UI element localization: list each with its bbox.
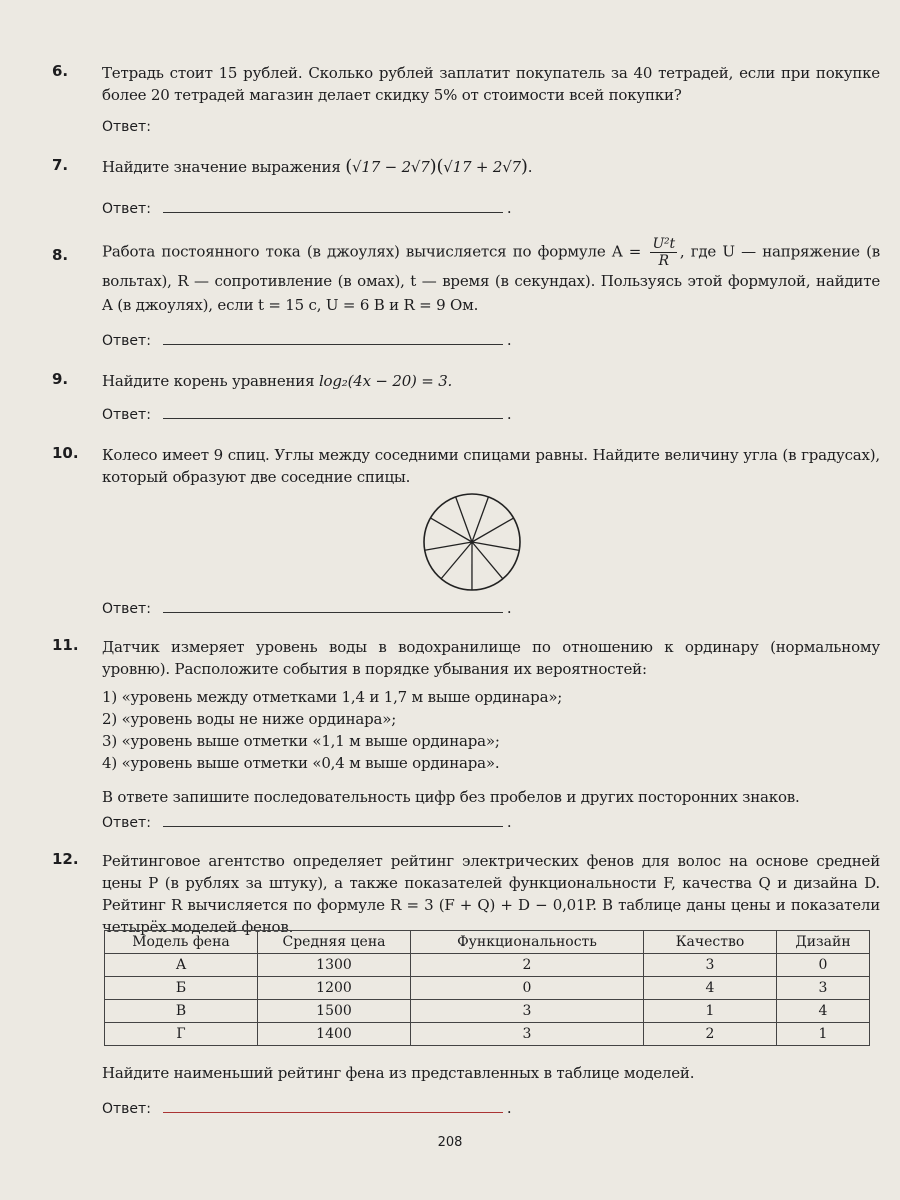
- wheel-spoke: [425, 542, 472, 550]
- table-cell: 4: [777, 1000, 870, 1023]
- table-cell: 3: [411, 1000, 644, 1023]
- task-text: Рейтинговое агентство определяет рейтинг электрических фенов для волос на основе средней цены P (в рублях за штуку), а также показателей функциональности F, качества Q и дизайна D. Рейтинг R вычисляется по формуле R = 3 (F + Q) + D − 0,01P. В таблице даны цены и показатели четырёх моделей фенов.: [102, 852, 880, 936]
- wheel-spoke: [472, 497, 488, 542]
- task-text: Датчик измеряет уровень воды в водохранилище по отношению к ординару (нормальному уровню). Расположите события в порядке убывания их вероятностей:: [102, 638, 880, 678]
- table-cell: 0: [411, 977, 644, 1000]
- task-number: 7.: [52, 156, 69, 174]
- answer-line[interactable]: [163, 812, 503, 827]
- textbook-page: 6. Тетрадь стоит 15 рублей. Сколько рублей заплатит покупатель за 40 тетрадей, если при покупке более 20 тетрадей магазин делает скидку 5% от стоимости всей покупки? Ответ: 7. Найдите значение выражения (√17 − 2√7)(√17 + 2√7). Ответ: . 8. Работа постоянного тока (в джоулях) вычисляется по формуле A = $\frac{\text{U²t}}{R}$ , где U — напряжение (в вольтах), R — сопротивление (в омах), t — время (в секундах). Пользуясь этой формулой, найдите A (в джоулях), если t = 15 с, U = 6 В и R = 9 Ом. Ответ: . 9. Найдите корень уравнения log₂(4x − 20) = 3. Ответ: . 10. Колесо имеет 9 спиц. Углы между соседними спицами равны. Найдите величину угла (в градусах), который образуют две соседние спицы. Ответ: . 11. Датчик измеряет уровень воды в водохранилище по отношению к ординару (нормальному уровню). Расположите события в порядке убывания их вероятностей: 1) «уровень между отметками 1,4 и 1,7 м выше ординара»; 2) «уровень воды не ниже ординара»; 3) «уровень выше отметки «1,1 м выше ординара»; 4) «уровень выше отметки «0,4 м выше ординара». В ответе запишите последовательность цифр без пробелов и других посторонних знаков. Ответ: . 12. Рейтинговое агентство определяет рейтинг электрических фенов для волос на основе средней цены P (в рублях за штуку), а также показателей функциональности F, качества Q и дизайна D. Рейтинг R вычисляется по формуле R = 3 (F + Q) + D − 0,01P. В таблице даны цены и показатели четырёх моделей фенов. Модель фена Средняя цена Функциональность Качество Дизайн А 1300 2 3 0 Б 1200 0 4 3 В 1500 3 1 4 Г 1400 3 2 1 Найдите наименьший рейтинг фена из представленных в таблице моделей. Ответ: . 208: [0, 0, 900, 1200]
- answer-label: Ответ:: [102, 119, 151, 135]
- wheel-spoke: [456, 497, 472, 542]
- answer-line[interactable]: [163, 404, 503, 419]
- equation: log₂(4x − 20) = 3.: [318, 372, 453, 390]
- table-cell: 2: [644, 1023, 777, 1046]
- answer-10: Ответ: .: [102, 599, 512, 617]
- table-cell: 3: [411, 1023, 644, 1046]
- table-row: [105, 1000, 870, 1023]
- table-cell: 1400: [258, 1023, 411, 1046]
- option-4: 4) «уровень выше отметки «0,4 м выше ординара».: [102, 754, 500, 772]
- answer-line[interactable]: [163, 598, 503, 613]
- answer-label: Ответ:: [102, 601, 151, 617]
- answer-label: Ответ:: [102, 333, 151, 349]
- wheel-spoke: [430, 518, 472, 542]
- task-number: 6.: [52, 62, 69, 80]
- task-text: Колесо имеет 9 спиц. Углы между соседними спицами равны. Найдите величину угла (в градусах), который образуют две соседние спицы.: [102, 446, 880, 486]
- table-cell: 3: [777, 977, 870, 1000]
- table-header: Дизайн: [777, 931, 870, 954]
- answer-11: Ответ: .: [102, 813, 512, 831]
- table-header-row: [105, 931, 870, 954]
- table-header: Функциональность: [411, 931, 644, 954]
- answer-label: Ответ:: [102, 407, 151, 423]
- table-cell: 1: [644, 1000, 777, 1023]
- task-number: 12.: [52, 850, 79, 868]
- table-cell: 0: [777, 954, 870, 977]
- task-text: Работа постоянного тока (в джоулях) вычисляется по формуле A =: [102, 242, 642, 261]
- answer-9: Ответ: .: [102, 405, 512, 423]
- table-cell: Г: [105, 1023, 258, 1046]
- table-row: [105, 1023, 870, 1046]
- task-number: 9.: [52, 370, 69, 388]
- wheel-spoke: [441, 542, 472, 579]
- answer-label: Ответ:: [102, 201, 151, 217]
- table-header: Средняя цена: [258, 931, 411, 954]
- answer-8: Ответ: .: [102, 331, 512, 349]
- option-2: 2) «уровень воды не ниже ординара»;: [102, 710, 397, 728]
- task-question: Найдите наименьший рейтинг фена из представленных в таблице моделей.: [102, 1064, 695, 1082]
- table-cell: 1500: [258, 1000, 411, 1023]
- option-1: 1) «уровень между отметками 1,4 и 1,7 м выше ординара»;: [102, 688, 563, 706]
- answer-label: Ответ:: [102, 815, 151, 831]
- table-cell: А: [105, 954, 258, 977]
- task-text: Найдите значение выражения: [102, 158, 341, 176]
- expression-factor-a: √17 − 2√7: [352, 158, 430, 176]
- answer-12: Ответ: .: [102, 1099, 512, 1117]
- wheel-spoke: [472, 542, 503, 579]
- answer-label: Ответ:: [102, 1101, 151, 1117]
- task-number: 10.: [52, 444, 79, 462]
- formula-fraction: $\frac{\text{U²t}}{R}$: [652, 236, 675, 269]
- task-number: 11.: [52, 636, 79, 654]
- wheel-spoke: [472, 542, 519, 550]
- table-header: Качество: [644, 931, 777, 954]
- hairdryer-models-table: [104, 930, 870, 1046]
- table-cell: 1300: [258, 954, 411, 977]
- table-row: [105, 977, 870, 1000]
- table-row: [105, 954, 870, 977]
- table-header: Модель фена: [105, 931, 258, 954]
- wheel-spoke: [472, 518, 514, 542]
- table-cell: 3: [644, 954, 777, 977]
- task-text: Найдите корень уравнения: [102, 372, 315, 390]
- answer-line[interactable]: [163, 330, 503, 345]
- answer-6: [102, 116, 163, 135]
- task-note: В ответе запишите последовательность цифр без пробелов и других посторонних знаков.: [102, 788, 800, 806]
- expression-factor-b: √17 + 2√7: [443, 158, 521, 176]
- wheel-9-spokes-figure: [420, 490, 524, 594]
- table-cell: В: [105, 1000, 258, 1023]
- answer-line[interactable]: [163, 198, 503, 213]
- table-cell: 2: [411, 954, 644, 977]
- table-cell: 4: [644, 977, 777, 1000]
- task-text-cont: , где U — напряжение (в вольтах), R — сопротивление (в омах), t — время (в секундах). Пользуясь этой формулой, найдите A (в джоулях), если t = 15 с, U = 6 В и R = 9 Ом.: [102, 242, 880, 314]
- page-number: 208: [437, 1135, 463, 1150]
- task-text: Тетрадь стоит 15 рублей. Сколько рублей заплатит покупатель за 40 тетрадей, если при покупке более 20 тетрадей магазин делает скидку 5% от стоимости всей покупки?: [102, 64, 880, 104]
- answer-7: Ответ: .: [102, 199, 512, 217]
- task-number: 8.: [52, 246, 69, 264]
- option-3: 3) «уровень выше отметки «1,1 м выше ординара»;: [102, 732, 500, 750]
- table-cell: 1200: [258, 977, 411, 1000]
- table-cell: Б: [105, 977, 258, 1000]
- table-cell: 1: [777, 1023, 870, 1046]
- answer-line[interactable]: [163, 1098, 503, 1113]
